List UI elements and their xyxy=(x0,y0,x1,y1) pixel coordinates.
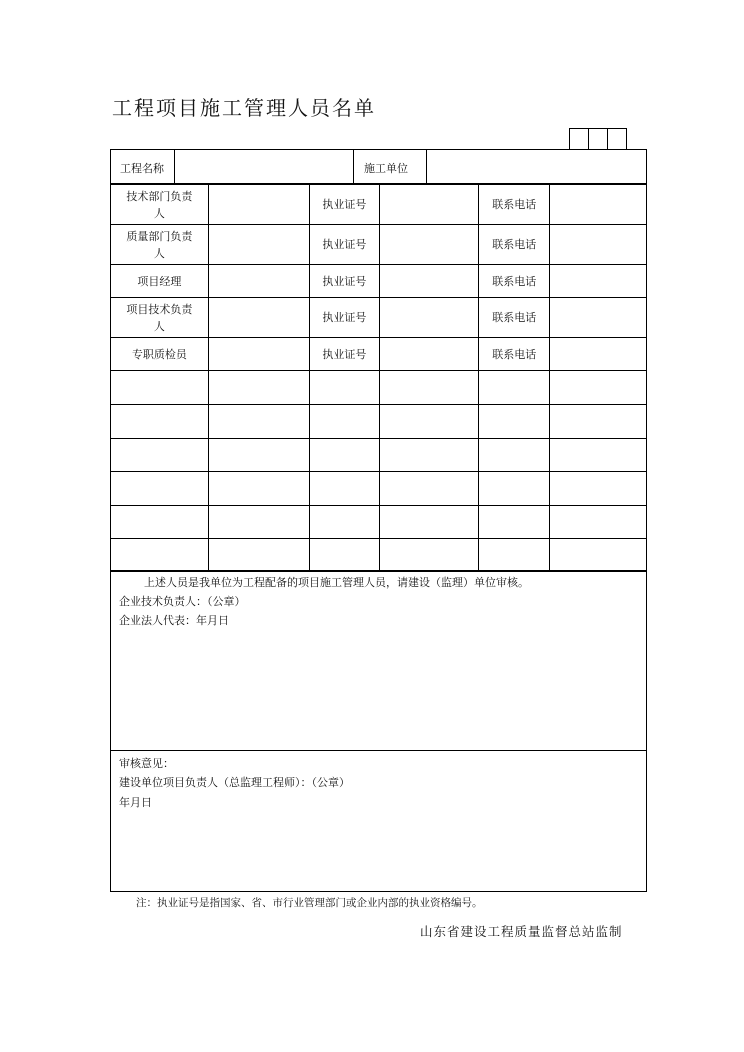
blank-cell[interactable] xyxy=(111,506,208,539)
blank-cell[interactable] xyxy=(479,371,550,405)
phone-input-cell[interactable] xyxy=(550,225,646,265)
blank-cell[interactable] xyxy=(111,472,208,506)
personnel-table xyxy=(111,184,646,572)
header-row xyxy=(111,150,646,184)
blank-cell[interactable] xyxy=(379,472,478,506)
blank-cell[interactable] xyxy=(309,506,379,539)
blank-cell[interactable] xyxy=(550,439,646,472)
phone-input-cell[interactable] xyxy=(550,185,646,225)
license-input-cell[interactable] xyxy=(379,338,478,371)
blank-cell[interactable] xyxy=(550,371,646,405)
blank-cell[interactable] xyxy=(111,439,208,472)
blank-cell[interactable] xyxy=(479,439,550,472)
phone-input-cell[interactable] xyxy=(550,338,646,371)
table-row xyxy=(111,338,646,371)
form-frame xyxy=(110,149,647,892)
issuer-label: 山东省建设工程质量监督总站监制 xyxy=(420,924,623,939)
table-row xyxy=(111,265,646,298)
empty-row xyxy=(111,506,646,539)
name-input-cell[interactable] xyxy=(208,185,309,225)
table-row xyxy=(111,225,646,265)
blank-cell[interactable] xyxy=(208,539,309,572)
table-row xyxy=(111,185,646,225)
footnote: 注：执业证号是指国家、省、市行业管理部门或企业内部的执业资格编号。 xyxy=(136,897,483,909)
empty-row xyxy=(111,439,646,472)
construction-unit-label: 施工单位 xyxy=(364,162,408,175)
phone-label: 联系电话 xyxy=(479,225,550,265)
blank-cell[interactable] xyxy=(479,539,550,572)
form-title: 工程项目施工管理人员名单 xyxy=(112,96,376,120)
role-cell: 项目经理 xyxy=(111,265,208,298)
license-label: 执业证号 xyxy=(309,265,379,298)
phone-label: 联系电话 xyxy=(479,298,550,338)
empty-row xyxy=(111,371,646,405)
blank-cell[interactable] xyxy=(208,405,309,439)
blank-cell[interactable] xyxy=(111,405,208,439)
construction-unit-field[interactable] xyxy=(427,150,645,183)
project-name-field[interactable] xyxy=(175,150,353,183)
blank-cell[interactable] xyxy=(309,439,379,472)
declaration-section xyxy=(111,570,646,751)
review-date: 年月日 xyxy=(119,796,152,809)
blank-cell[interactable] xyxy=(208,472,309,506)
role-cell: 技术部门负责 人 xyxy=(111,185,208,225)
license-input-cell[interactable] xyxy=(379,185,478,225)
project-name-label: 工程名称 xyxy=(120,162,164,175)
license-input-cell[interactable] xyxy=(379,225,478,265)
review-opinion-label: 审核意见： xyxy=(119,757,174,770)
empty-row xyxy=(111,472,646,506)
blank-cell[interactable] xyxy=(550,539,646,572)
blank-cell[interactable] xyxy=(479,506,550,539)
blank-cell[interactable] xyxy=(208,506,309,539)
empty-row xyxy=(111,405,646,439)
blank-cell[interactable] xyxy=(550,472,646,506)
role-cell: 项目技术负责 人 xyxy=(111,298,208,338)
blank-cell[interactable] xyxy=(379,371,478,405)
blank-cell[interactable] xyxy=(309,405,379,439)
license-input-cell[interactable] xyxy=(379,265,478,298)
name-input-cell[interactable] xyxy=(208,298,309,338)
empty-row xyxy=(111,539,646,572)
blank-cell[interactable] xyxy=(208,439,309,472)
blank-cell[interactable] xyxy=(111,539,208,572)
form-code-boxes xyxy=(570,128,627,150)
blank-cell[interactable] xyxy=(309,539,379,572)
blank-cell[interactable] xyxy=(208,371,309,405)
phone-label: 联系电话 xyxy=(479,185,550,225)
blank-cell[interactable] xyxy=(111,371,208,405)
license-label: 执业证号 xyxy=(309,298,379,338)
license-input-cell[interactable] xyxy=(379,298,478,338)
phone-label: 联系电话 xyxy=(479,338,550,371)
blank-cell[interactable] xyxy=(379,439,478,472)
license-label: 执业证号 xyxy=(309,225,379,265)
name-input-cell[interactable] xyxy=(208,338,309,371)
phone-input-cell[interactable] xyxy=(550,298,646,338)
role-cell: 专职质检员 xyxy=(111,338,208,371)
license-label: 执业证号 xyxy=(309,338,379,371)
code-box[interactable] xyxy=(588,128,608,150)
license-label: 执业证号 xyxy=(309,185,379,225)
blank-cell[interactable] xyxy=(479,472,550,506)
blank-cell[interactable] xyxy=(379,539,478,572)
phone-label: 联系电话 xyxy=(479,265,550,298)
divider xyxy=(353,150,354,184)
blank-cell[interactable] xyxy=(309,472,379,506)
blank-cell[interactable] xyxy=(479,405,550,439)
name-input-cell[interactable] xyxy=(208,265,309,298)
review-signer: 建设单位项目负责人（总监理工程师）：（公章） xyxy=(119,776,350,789)
blank-cell[interactable] xyxy=(309,371,379,405)
blank-cell[interactable] xyxy=(379,506,478,539)
blank-cell[interactable] xyxy=(379,405,478,439)
table-row xyxy=(111,298,646,338)
tech-lead-signature: 企业技术负责人：（公章） xyxy=(119,595,246,608)
role-cell: 质量部门负责 人 xyxy=(111,225,208,265)
declaration-statement: 上述人员是我单位为工程配备的项目施工管理人员，请建设（监理）单位审核。 xyxy=(144,576,529,589)
name-input-cell[interactable] xyxy=(208,225,309,265)
code-box[interactable] xyxy=(607,128,627,150)
blank-cell[interactable] xyxy=(550,405,646,439)
phone-input-cell[interactable] xyxy=(550,265,646,298)
blank-cell[interactable] xyxy=(550,506,646,539)
code-box[interactable] xyxy=(569,128,589,150)
legal-rep-signature: 企业法人代表：年月日 xyxy=(119,614,229,627)
